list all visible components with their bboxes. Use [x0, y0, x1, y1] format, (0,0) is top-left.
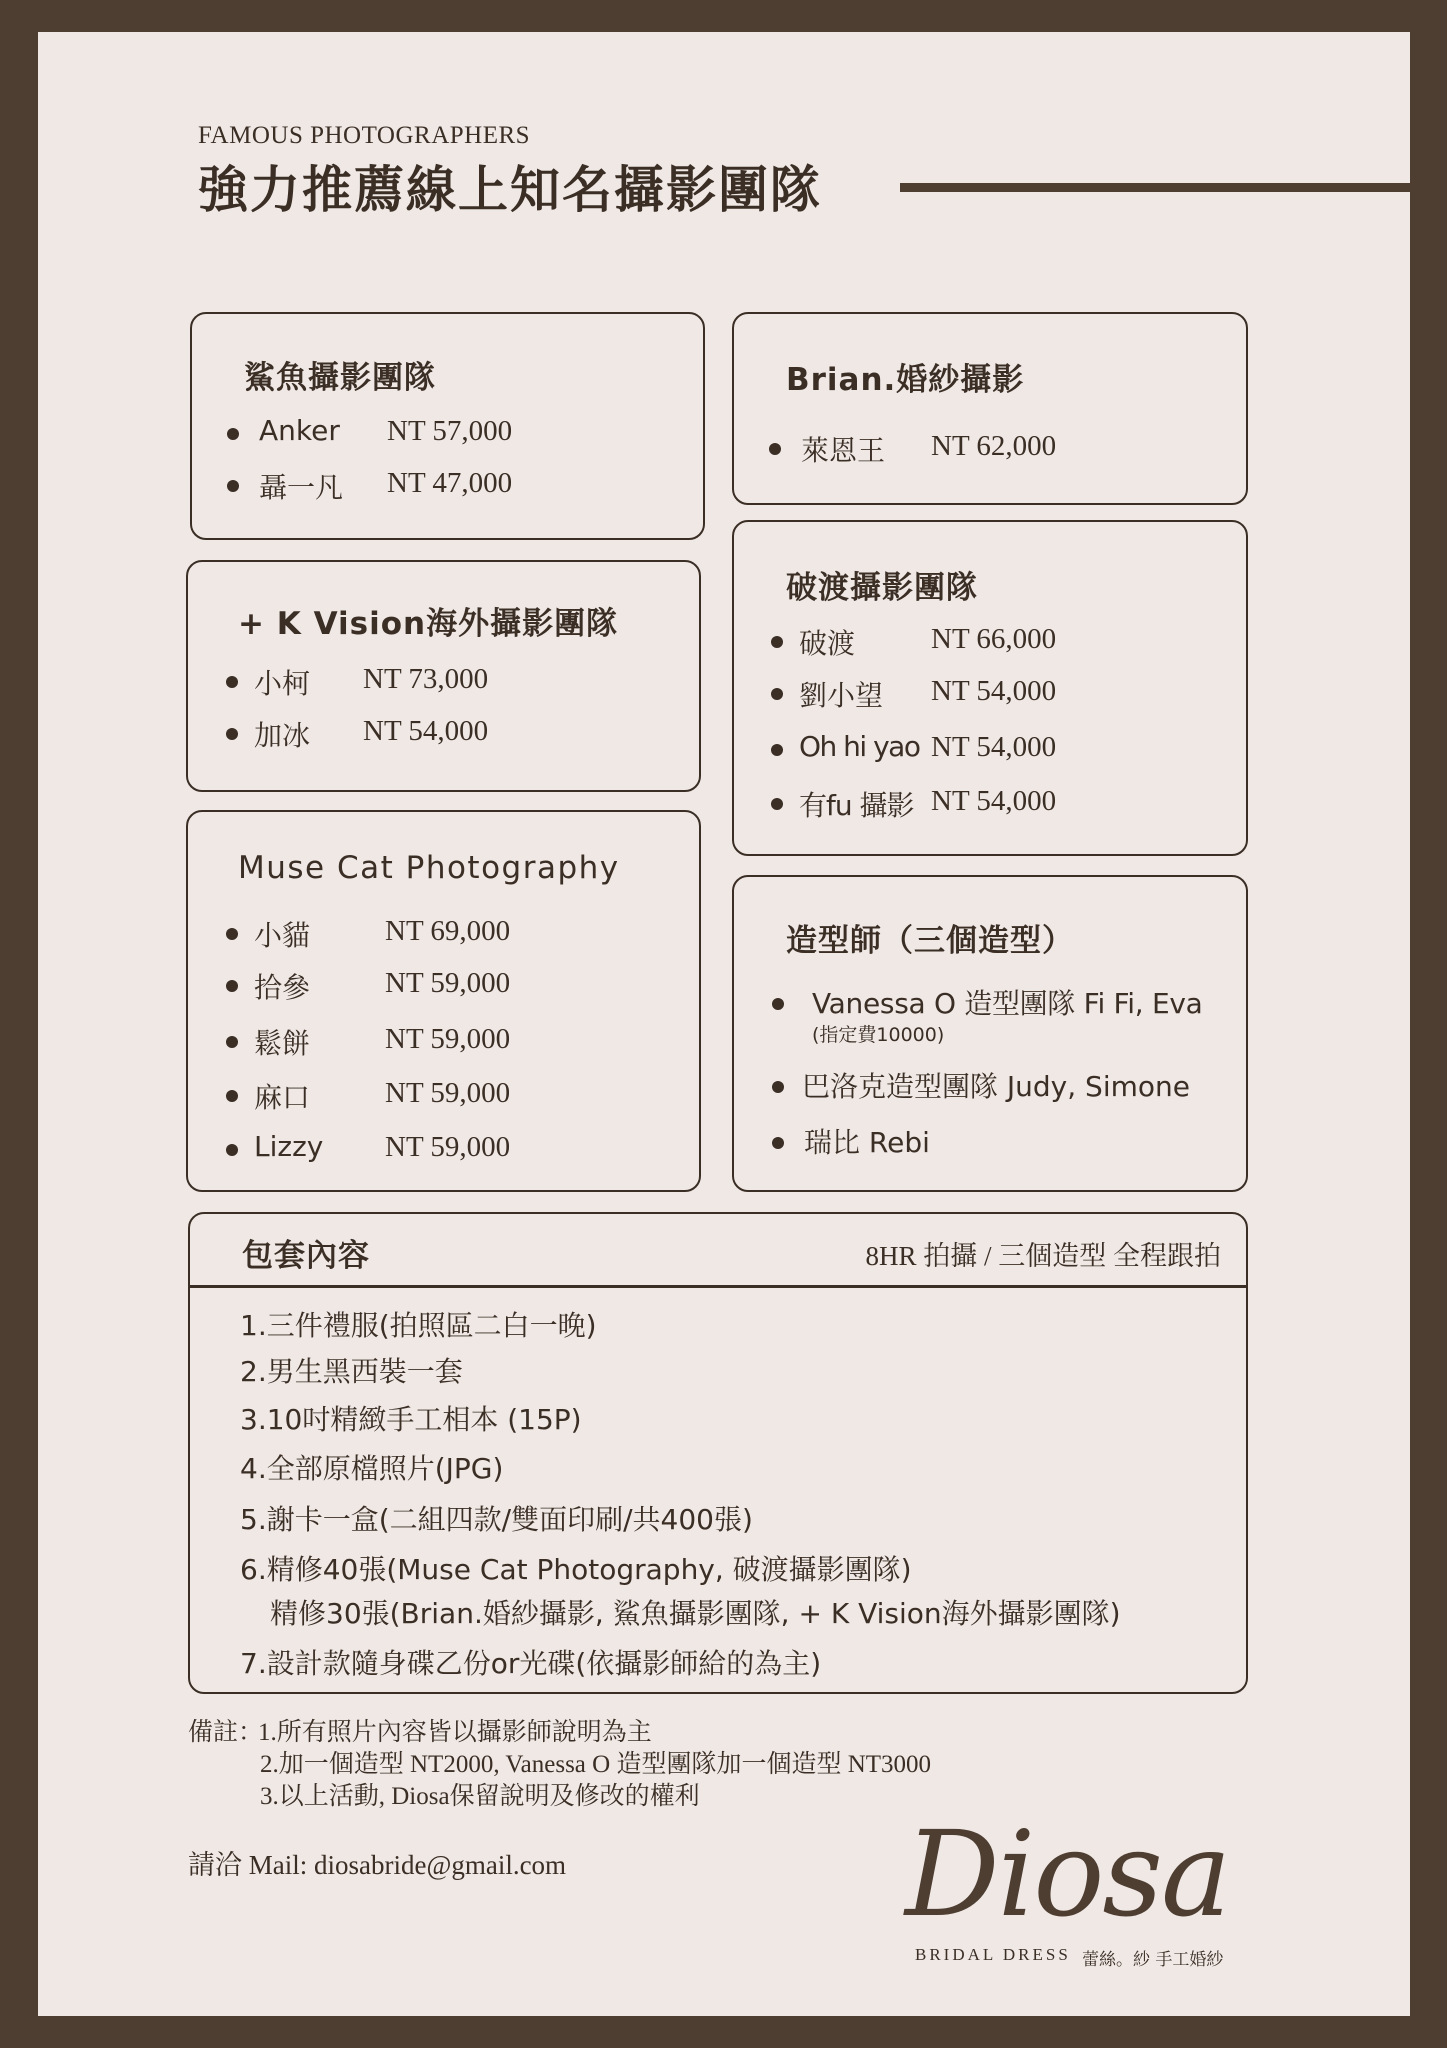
list-item	[771, 674, 1211, 714]
note-item: 3.以上活動, Diosa保留說明及修改的權利	[260, 1783, 700, 1810]
photographer-name: Lizzy	[254, 1130, 324, 1163]
bullet-icon	[772, 1137, 784, 1149]
stylist-title: 造型師（三個造型）	[786, 923, 1074, 959]
team-card-podu	[732, 520, 1248, 856]
brand-logo: Diosa	[905, 1805, 1230, 1943]
bullet-icon	[772, 998, 784, 1010]
team-name: 鯊魚攝影團隊	[244, 360, 436, 396]
header-subtitle: FAMOUS PHOTOGRAPHERS	[198, 122, 531, 149]
brand-tagline-cn: 蕾絲。紗 手工婚紗	[1082, 1950, 1224, 1970]
photographer-name: 麻口	[254, 1081, 311, 1114]
brand-tagline: BRIDAL DRESS	[915, 1945, 1071, 1964]
price: NT 47,000	[387, 467, 513, 499]
list-item	[226, 1076, 666, 1116]
photographer-name: 小柯	[254, 667, 311, 700]
bullet-icon	[226, 980, 238, 992]
photographer-name: 萊恩王	[801, 434, 886, 467]
bullet-icon	[771, 636, 783, 648]
photographer-name: Oh hi yao	[799, 730, 920, 763]
package-item: 1.三件禮服(拍照區二白一晚)	[240, 1309, 597, 1342]
team-card-kvision	[186, 560, 701, 792]
bullet-icon	[769, 443, 781, 455]
price: NT 54,000	[931, 675, 1057, 707]
team-card-musecat	[186, 810, 701, 1192]
price: NT 57,000	[387, 415, 513, 447]
bullet-icon	[226, 728, 238, 740]
team-name: Muse Cat Photography	[238, 850, 620, 886]
list-item	[226, 662, 666, 702]
photographer-name: 聶一凡	[259, 471, 344, 504]
stylist-name: Vanessa O 造型團隊 Fi Fi, Eva	[812, 987, 1203, 1020]
photographer-name: Anker	[259, 414, 340, 447]
team-card-brian	[732, 312, 1248, 505]
price: NT 54,000	[931, 731, 1057, 763]
list-item	[226, 966, 666, 1006]
price: NT 69,000	[385, 915, 511, 947]
list-item	[772, 1065, 1242, 1105]
stylist-name: 瑞比 Rebi	[804, 1126, 930, 1159]
package-card	[188, 1212, 1248, 1694]
list-item	[771, 622, 1211, 662]
page-title: 強力推薦線上知名攝影團隊	[198, 161, 822, 219]
bullet-icon	[226, 928, 238, 940]
price: NT 59,000	[385, 1023, 511, 1055]
package-item: 精修30張(Brian.婚紗攝影, 鯊魚攝影團隊, + K Vision海外攝影團隊)	[270, 1597, 1121, 1630]
bullet-icon	[227, 428, 239, 440]
list-item	[226, 914, 666, 954]
package-item: 6.精修40張(Muse Cat Photography, 破渡攝影團隊)	[240, 1553, 912, 1586]
price: NT 73,000	[363, 663, 489, 695]
list-item	[226, 714, 666, 754]
package-item: 5.謝卡一盒(二組四款/雙面印刷/共400張)	[240, 1503, 753, 1536]
bullet-icon	[771, 688, 783, 700]
team-name: 破渡攝影團隊	[786, 570, 978, 606]
package-item: 4.全部原檔照片(JPG)	[240, 1452, 504, 1485]
price: NT 59,000	[385, 1077, 511, 1109]
bullet-icon	[226, 676, 238, 688]
price: NT 59,000	[385, 1131, 511, 1163]
list-item	[771, 730, 1211, 770]
team-name: Brian.婚紗攝影	[786, 362, 1025, 398]
photographer-name: 破渡	[799, 627, 856, 660]
list-item	[227, 466, 667, 506]
team-name: + K Vision海外攝影團隊	[238, 606, 619, 642]
package-title: 包套內容	[242, 1238, 370, 1274]
list-item	[772, 982, 1242, 1052]
stylist-note: (指定費10000)	[812, 1024, 945, 1046]
list-item	[226, 1022, 666, 1062]
package-divider	[190, 1285, 1246, 1288]
photographer-name: 小貓	[254, 919, 311, 952]
team-card-shark	[190, 312, 705, 540]
list-item	[769, 429, 1209, 469]
package-summary: 8HR 拍攝 / 三個造型 全程跟拍	[865, 1241, 1221, 1271]
price: NT 62,000	[931, 430, 1057, 462]
bullet-icon	[772, 1081, 784, 1093]
stylist-name: 巴洛克造型團隊 Judy, Simone	[802, 1070, 1190, 1103]
photographer-name: 鬆餅	[254, 1027, 311, 1060]
package-item: 7.設計款隨身碟乙份or光碟(依攝影師給的為主)	[240, 1647, 822, 1680]
price: NT 59,000	[385, 967, 511, 999]
photographer-name: 劉小望	[799, 679, 884, 712]
bullet-icon	[226, 1036, 238, 1048]
note-item: 2.加一個造型 NT2000, Vanessa O 造型團隊加一個造型 NT3000	[260, 1751, 932, 1778]
photographer-name: 有fu 攝影	[799, 789, 914, 822]
contact-email[interactable]: 請洽 Mail: diosabride@gmail.com	[188, 1850, 567, 1880]
list-item	[227, 414, 667, 454]
bullet-icon	[771, 744, 783, 756]
notes-label: 備註：	[188, 1719, 264, 1746]
note-item: 1.所有照片內容皆以攝影師說明為主	[258, 1719, 652, 1746]
list-item	[226, 1130, 666, 1170]
price: NT 54,000	[931, 785, 1057, 817]
bullet-icon	[226, 1090, 238, 1102]
title-rule	[900, 183, 1410, 192]
photographer-name: 拾參	[254, 971, 311, 1004]
list-item	[771, 784, 1211, 824]
stylist-card	[732, 875, 1248, 1192]
package-item: 3.10吋精緻手工相本 (15P)	[240, 1403, 582, 1436]
bullet-icon	[226, 1144, 238, 1156]
list-item	[772, 1121, 1242, 1161]
bullet-icon	[771, 798, 783, 810]
photographer-name: 加冰	[254, 719, 311, 752]
package-item: 2.男生黑西裝一套	[240, 1355, 463, 1388]
price: NT 66,000	[931, 623, 1057, 655]
price: NT 54,000	[363, 715, 489, 747]
bullet-icon	[227, 480, 239, 492]
